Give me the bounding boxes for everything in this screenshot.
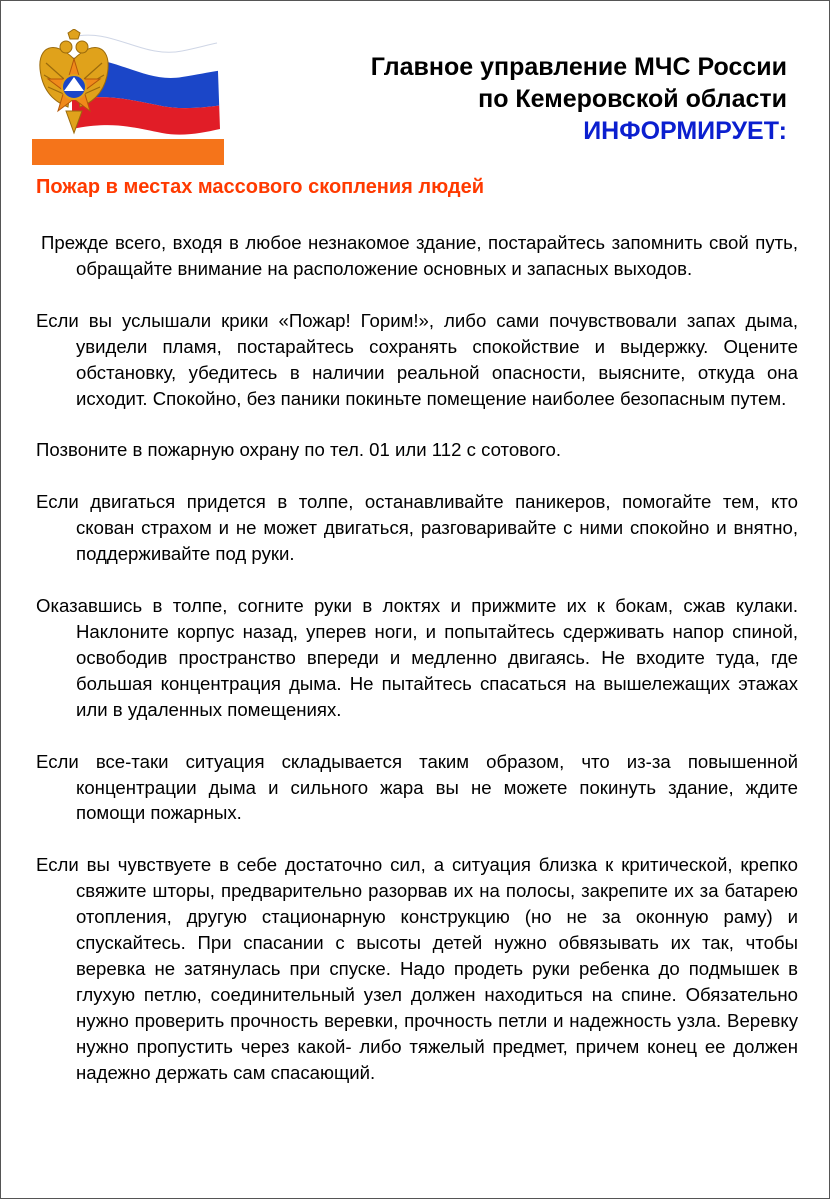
paragraph-call-fire-service: Позвоните в пожарную охрану по тел. 01 или 112 с сотового. <box>36 439 562 461</box>
informs-label: ИНФОРМИРУЕТ: <box>583 117 787 145</box>
org-name-line2: по Кемеровской области <box>478 85 787 113</box>
header-organization <box>371 51 787 147</box>
page-title: Пожар в местах массового скопления людей <box>36 176 485 198</box>
paragraph-crowd-posture: Оказавшись в толпе, согните руки в локтях и прижмите их к бокам, сжав кулаки. Наклоните корпус назад, уперев ноги, и попытайтесь сдерживать напор спиной, освободив пространство впереди и медленно двигаясь. Не входите туда, где большая концентрация дыма. Не пытайтесь спасаться на вышележащих этажах или в удаленных помещениях. <box>36 595 798 720</box>
paragraph-crowd-help: Если двигаться придется в толпе, останавливайте паникеров, помогайте тем, кто скован страхом и не может двигаться, разговаривайте с ними спокойно и внятно, поддерживайте под руки. <box>36 491 798 565</box>
org-name-line1: Главное управление МЧС России <box>370 53 787 81</box>
mchs-emblem-icon <box>34 29 114 137</box>
paragraph-remember-exits: Прежде всего, входя в любое незнакомое здание, постарайтесь запомнить свой путь, обращайте внимание на расположение основных и запасных выходов. <box>41 232 798 279</box>
article-body <box>36 230 798 1111</box>
paragraph-wait-rescue: Если все-таки ситуация складывается таким образом, что из-за повышенной концентрации дыма и сильного жара вы не можете покинуть здание, ждите помощи пожарных. <box>36 750 798 824</box>
paragraph-stay-calm: Если вы услышали крики «Пожар! Горим!», либо сами почувствовали запах дыма, увидели пламя, постарайтесь сохранять спокойствие и выдержку. Оцените обстановку, убедитесь в наличии реальной опасности, выясните, откуда она исходит. Спокойно, без паники покиньте помещение наиболее безопасным путем. <box>36 309 798 409</box>
logo <box>32 29 224 165</box>
paragraph-rope-descent: Если вы чувствуете в себе достаточно сил, а ситуация близка к критической, крепко свяжите шторы, предварительно разорвав их на полосы, закрепите их за батарею отопления, другую стационарную конструкцию (но не за оконную раму) и спускайтесь. При спасании с высоты детей нужно обвязывать их так, чтобы веревка не затянулась при спуске. Надо продеть руки ребенка до подмышек в глухую петлю, соединительный узел должен находиться на спине. Обязательно нужно проверить прочность веревки, прочность петли и надежность узла. Веревку нужно пропустить через какой- либо тяжелый предмет, причем конец ее должен надежно держать сам спасающий. <box>36 854 798 1083</box>
